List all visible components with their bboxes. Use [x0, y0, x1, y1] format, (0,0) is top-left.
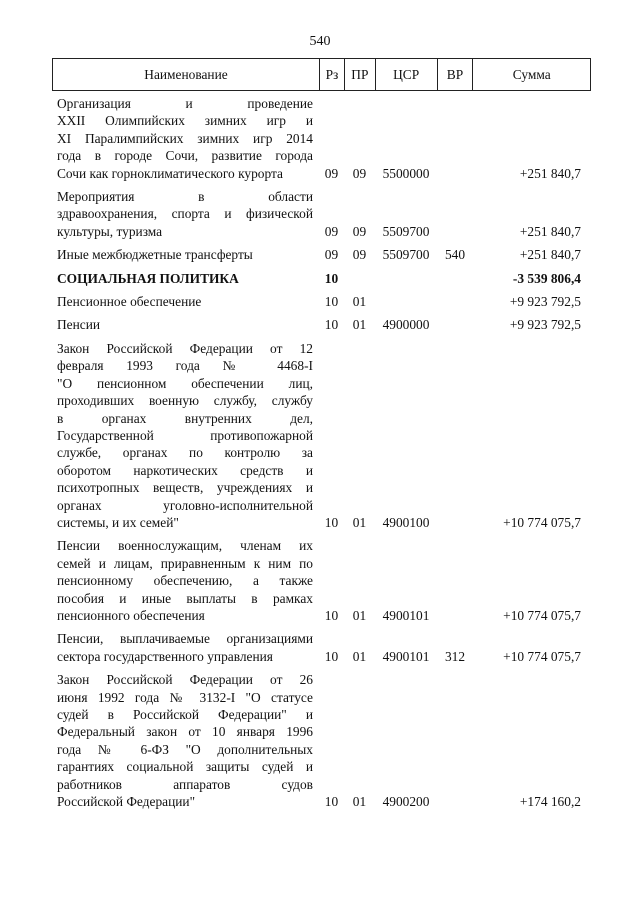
- row-name: [52, 537, 319, 624]
- row-csr: 4900100: [382, 514, 430, 530]
- row-pr: 01: [352, 514, 367, 530]
- row-name-line: Иные межбюджетные трансферты: [57, 247, 253, 263]
- row-vr: 312: [444, 648, 466, 664]
- row-sum: +251 840,7: [519, 165, 581, 181]
- row-name-line: СОЦИАЛЬНАЯ ПОЛИТИКА: [57, 270, 239, 286]
- row-name-line: февраля 1993 года № 4468-I: [57, 358, 313, 374]
- row-sum: +10 774 075,7: [503, 607, 581, 623]
- row-pr: 09: [352, 165, 367, 181]
- row-name-line: пенсионного обеспечения: [57, 607, 205, 623]
- row-sum: -3 539 806,4: [512, 270, 581, 286]
- row-csr: 4900101: [382, 607, 430, 623]
- row-name-line: Пенсии: [57, 317, 101, 333]
- row-name: [52, 270, 319, 287]
- row-rz: 10: [324, 514, 339, 530]
- budget-table: [52, 58, 591, 810]
- table-row: [52, 188, 591, 240]
- row-name-line: системы, и их семей": [57, 514, 179, 530]
- row-name-line: Пенсии, выплачиваемые организациями: [57, 631, 313, 647]
- row-name: [52, 188, 319, 240]
- row-name-line: судей в Российской Федерации" и: [57, 707, 313, 722]
- row-name-line: культуры, туризма: [57, 223, 163, 239]
- row-sum: +10 774 075,7: [503, 648, 581, 664]
- row-name-line: пособия и иные выплаты в рамках: [57, 590, 313, 606]
- row-name-line: Организация и проведение: [57, 96, 313, 111]
- row-pr: 09: [352, 247, 367, 263]
- row-name: [52, 316, 319, 333]
- header-vr: ВР: [437, 59, 473, 90]
- table-row: [52, 246, 591, 263]
- row-name-line: года № 6-ФЗ "О дополнительных: [57, 741, 313, 757]
- row-rz: 10: [324, 270, 339, 286]
- row-name: [52, 246, 319, 263]
- row-name-line: Сочи как горноклиматического курорта: [57, 165, 283, 181]
- row-name-line: Государственной противопожарной: [57, 427, 313, 443]
- row-csr: 5500000: [382, 165, 430, 181]
- row-name-line: июня 1992 года № 3132-I "О статусе: [57, 689, 313, 705]
- row-pr: 01: [352, 294, 367, 310]
- row-vr: 540: [444, 247, 466, 263]
- row-pr: 09: [352, 223, 367, 239]
- row-name-line: в органах внутренних дел,: [57, 410, 313, 426]
- row-csr: 5509700: [382, 247, 430, 263]
- row-name-line: Федеральный закон от 10 января 1996: [57, 724, 313, 740]
- row-name-line: пенсионному обеспечению, а также: [57, 573, 313, 589]
- table-row: [52, 293, 591, 310]
- row-rz: 10: [324, 294, 339, 310]
- row-name: [52, 293, 319, 310]
- row-rz: 10: [324, 794, 339, 810]
- row-rz: 09: [324, 247, 339, 263]
- row-name-line: сектора государственного управления: [57, 648, 273, 664]
- row-rz: 10: [324, 607, 339, 623]
- row-name-line: проходивших военную службу, службу: [57, 393, 313, 409]
- row-sum: +251 840,7: [519, 223, 581, 239]
- row-sum: +9 923 792,5: [509, 294, 581, 310]
- row-csr: 4900000: [382, 317, 430, 333]
- row-name-line: работников аппаратов судов: [57, 776, 313, 792]
- table-row: [52, 95, 591, 182]
- table-row: [52, 270, 591, 287]
- table-row: [52, 537, 591, 624]
- table-row: [52, 340, 591, 531]
- row-name-line: службе, органах по контролю за: [57, 445, 313, 461]
- table-row: [52, 630, 591, 665]
- row-pr: 01: [352, 794, 367, 810]
- row-name-line: Пенсии военнослужащим, членам их: [57, 538, 313, 554]
- row-rz: 10: [324, 648, 339, 664]
- row-rz: 09: [324, 223, 339, 239]
- row-name-line: Пенсионное обеспечение: [57, 294, 202, 310]
- row-name-line: Закон Российской Федерации от 26: [57, 672, 313, 688]
- row-name: [52, 671, 319, 810]
- row-name-line: оборотом наркотических средств и: [57, 462, 313, 478]
- row-name-line: здравоохранения, спорта и физической: [57, 206, 313, 222]
- row-name: [52, 630, 319, 665]
- row-csr: 4900101: [382, 648, 430, 664]
- row-pr: 01: [352, 648, 367, 664]
- row-name-line: XXII Олимпийских зимних игр и: [57, 113, 313, 129]
- row-name-line: семей и лицам, приравненным к ним по: [57, 555, 313, 571]
- row-name-line: Закон Российской Федерации от 12: [57, 340, 313, 356]
- row-name-line: гарантиях социальной защиты судей и: [57, 759, 313, 775]
- row-name: [52, 340, 319, 531]
- row-rz: 09: [324, 165, 339, 181]
- table-row: [52, 671, 591, 810]
- row-sum: +251 840,7: [519, 247, 581, 263]
- table-body: [52, 95, 591, 810]
- row-name-line: органах уголовно-исполнительной: [57, 497, 313, 513]
- table-header: [52, 58, 591, 91]
- row-sum: +10 774 075,7: [503, 514, 581, 530]
- row-pr: 01: [352, 317, 367, 333]
- header-name: Наименование: [144, 66, 228, 82]
- header-sum: Сумма: [472, 59, 590, 90]
- page-number: 540: [309, 34, 331, 49]
- row-name-line: Мероприятия в области: [57, 189, 313, 205]
- row-csr: 4900200: [382, 794, 430, 810]
- row-rz: 10: [324, 317, 339, 333]
- row-sum: +9 923 792,5: [509, 317, 581, 333]
- header-rz: Рз: [319, 59, 344, 90]
- row-name-line: "О пенсионном обеспечении лиц,: [57, 375, 313, 391]
- header-csr: ЦСР: [375, 59, 437, 90]
- row-name: [52, 95, 319, 182]
- header-pr: ПР: [344, 59, 375, 90]
- row-name-line: XI Паралимпийских зимних игр 2014: [57, 130, 313, 146]
- row-name-line: года в городе Сочи, развитие города: [57, 148, 313, 164]
- row-name-line: психотропных веществ, учреждениях и: [57, 480, 313, 496]
- row-csr: 5509700: [382, 223, 430, 239]
- row-pr: 01: [352, 607, 367, 623]
- row-name-line: Российской Федерации": [57, 794, 196, 810]
- table-row: [52, 316, 591, 333]
- row-sum: +174 160,2: [519, 794, 581, 810]
